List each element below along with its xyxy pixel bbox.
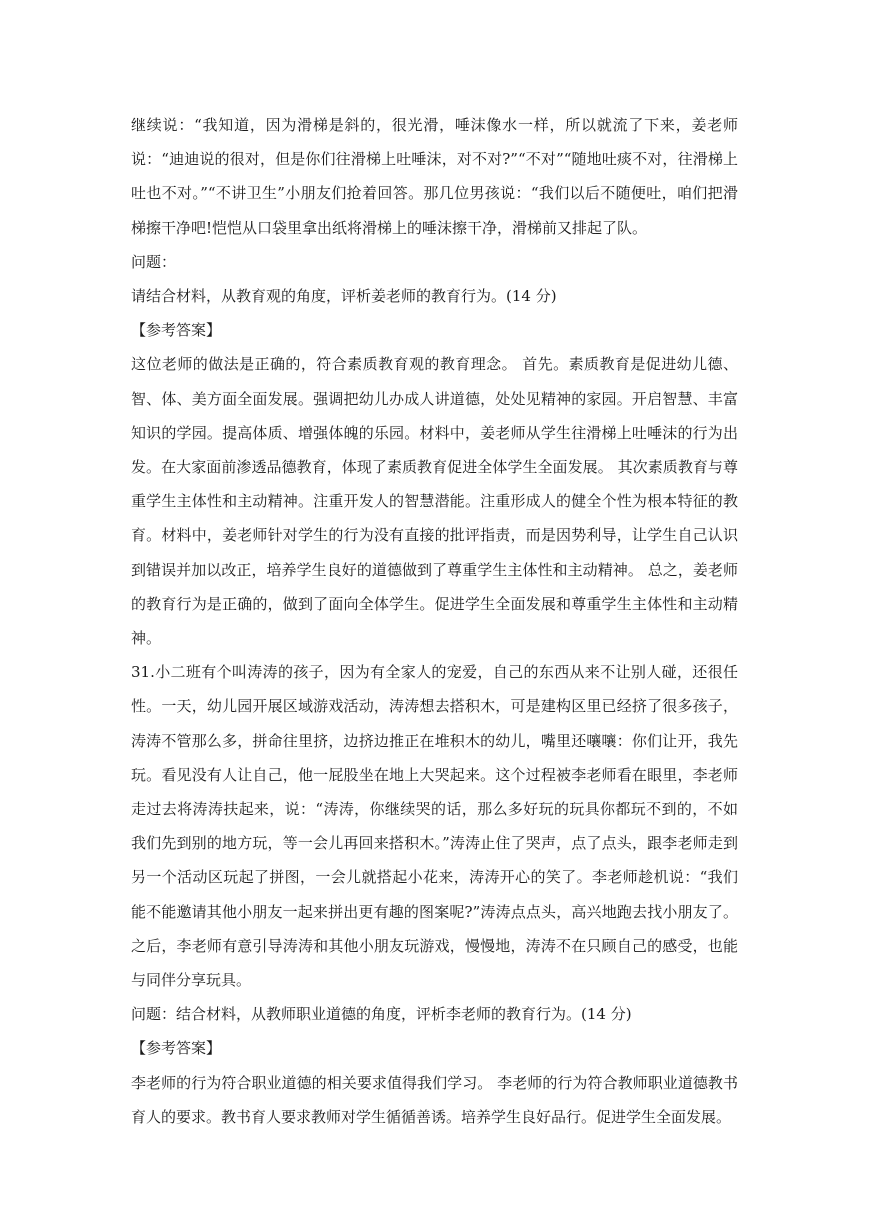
reference-answer-paragraph: 这位老师的做法是正确的，符合素质教育观的教育理念。 首先。素质教育是促进幼儿德、智、体、美方面全面发展。强调把幼儿办成人讲道德，处处见精神的家园。开启智慧、丰富知识的学园。提高体质、增强体魄的乐园。材料中，姜老师从学生往滑梯上吐唾沫的行为出发。在大家面前渗透品德教育，体现了素质教育促进全体学生全面发展。 其次素质教育与尊重学生主体性和主动精神。注重开发人的智慧潜能。注重形成人的健全个性为根本特征的教育。材料中，姜老师针对学生的行为没有直接的批评指责，而是因势利导，让学生自己认识到错误并加以改正，培养学生良好的道德做到了尊重学生主体性和主动精神。 总之，姜老师的教育行为是正确的，做到了面向全体学生。促进学生全面发展和尊重学生主体性和主动精神。 <box>131 355 738 648</box>
reference-answer-paragraph-2: 李老师的行为符合职业道德的相关要求值得我们学习。 李老师的行为符合教师职业道德教书育人的要求。教书育人要求教师对学生循循善诱。培养学生良好品行。促进学生全面发展。 <box>131 1073 738 1126</box>
question-label: 问题： <box>131 252 177 271</box>
material-continuation-paragraph: 继续说：“我知道，因为滑梯是斜的，很光滑，唾沫像水一样，所以就流了下来，姜老师说：“迪迪说的很对，但是你们往滑梯上吐唾沫，对不对?”“不对”“随地吐痰不对，往滑梯上吐也不对。”“不讲卫生”小朋友们抢着回答。那几位男孩说：“我们以后不随便吐，咱们把滑梯擦干净吧!恺恺从口袋里拿出纸将滑梯上的唾沫擦干净，滑梯前又排起了队。 <box>131 116 738 237</box>
question-text: 请结合材料，从教育观的角度，评析姜老师的教育行为。(14 分) <box>131 287 557 306</box>
question-31-material: 31.小二班有个叫涛涛的孩子，因为有全家人的宠爱，自己的东西从来不让别人碰，还很任性。一天，幼儿园开展区域游戏活动，涛涛想去搭积木，可是建构区里已经挤了很多孩子，涛涛不管那么多，拼命往里挤，边挤边推正在堆积木的幼儿，嘴里还嚷嚷：你们让开，我先玩。看见没有人让自己，他一屁股坐在地上大哭起来。这个过程被李老师看在眼里，李老师走过去将涛涛扶起来，说：“涛涛，你继续哭的话，那么多好玩的玩具你都玩不到的，不如我们先到别的地方玩，等一会儿再回来搭积木。”涛涛止住了哭声，点了点头，跟李老师走到另一个活动区玩起了拼图，一会儿就搭起小花来，涛涛开心的笑了。李老师趁机说：“我们能不能邀请其他小朋友一起来拼出更有趣的图案呢?”涛涛点点头，高兴地跑去找小朋友了。 之后，李老师有意引导涛涛和其他小朋友玩游戏，慢慢地，涛涛不在只顾自己的感受，也能与同伴分享玩具。 <box>131 663 738 990</box>
reference-answer-heading: 【参考答案】 <box>131 321 222 340</box>
reference-answer-heading-2: 【参考答案】 <box>131 1039 222 1058</box>
document-body <box>131 108 738 1134</box>
question-31-prompt: 问题：结合材料，从教师职业道德的角度，评析李老师的教育行为。(14 分) <box>131 1005 632 1024</box>
